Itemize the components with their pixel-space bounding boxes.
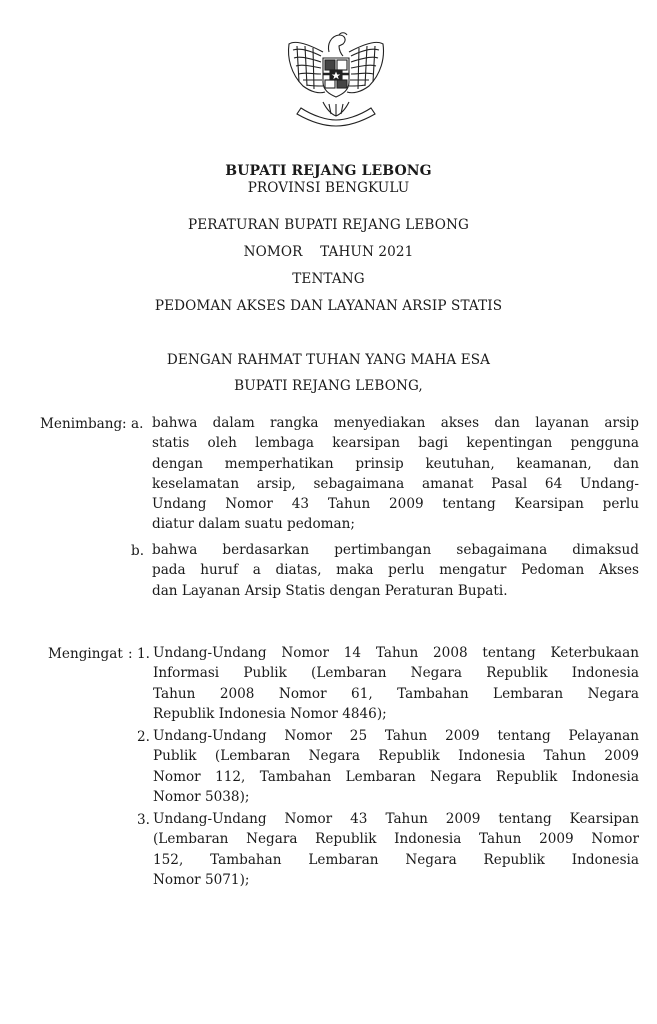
menimbang-item-a bbox=[152, 413, 639, 535]
regent-title: BUPATI REJANG LEBONG, bbox=[234, 378, 423, 394]
text-line: dan Layanan Arsip Statis dengan Peraturan Bupati. bbox=[152, 582, 508, 599]
item-marker: 2. bbox=[137, 729, 150, 745]
regulation-number: NOMOR TAHUN 2021 bbox=[243, 244, 414, 260]
text-line: keselamatan arsip, sebagaimana amanat Pasal 64 Undang- bbox=[152, 475, 639, 492]
text-line: Undang Nomor 43 Tahun 2009 tentang Kearsipan perlu bbox=[152, 496, 639, 513]
item-marker: 3. bbox=[137, 812, 150, 828]
item-marker: a. bbox=[131, 416, 144, 432]
garuda-emblem-icon bbox=[283, 22, 389, 130]
text-line: dengan memperhatikan prinsip keutuhan, keamanan, dan bbox=[152, 455, 639, 472]
text-line: Nomor 5038); bbox=[153, 788, 250, 805]
text-line: Tahun 2008 Nomor 61, Tambahan Lembaran Negara bbox=[153, 685, 639, 702]
item-marker: 1. bbox=[137, 646, 150, 662]
menimbang-item-b bbox=[152, 540, 639, 601]
menimbang-label: Menimbang bbox=[40, 416, 123, 432]
text-line: Informasi Publik (Lembaran Negara Republik Indonesia bbox=[153, 665, 639, 682]
mengingat-item-1 bbox=[153, 643, 639, 724]
text-line: statis oleh lembaga kearsipan bagi kepentingan pengguna bbox=[152, 435, 639, 452]
text-line: diatur dalam suatu pedoman; bbox=[152, 516, 355, 533]
regulation-type: PERATURAN BUPATI REJANG LEBONG bbox=[188, 217, 469, 233]
text-line: pada huruf a diatas, maka perlu mengatur Pedoman Akses bbox=[152, 562, 639, 579]
text-line: bahwa dalam rangka menyediakan akses dan layanan arsip bbox=[152, 415, 639, 431]
text-line: bahwa berdasarkan pertimbangan sebagaimana dimaksud bbox=[152, 542, 639, 558]
issuer-title: BUPATI REJANG LEBONG bbox=[225, 163, 432, 179]
text-line: Republik Indonesia Nomor 4846); bbox=[153, 705, 387, 722]
text-line: Undang-Undang Nomor 14 Tahun 2008 tentang Keterbukaan bbox=[153, 645, 639, 661]
province-name: PROVINSI BENGKULU bbox=[247, 180, 410, 196]
text-line: Undang-Undang Nomor 25 Tahun 2009 tentang Pelayanan bbox=[153, 728, 639, 744]
regulation-subject: PEDOMAN AKSES DAN LAYANAN ARSIP STATIS bbox=[154, 298, 503, 314]
text-line: 152, Tambahan Lembaran Negara Republik Indonesia bbox=[153, 851, 639, 868]
menimbang-colon: : bbox=[122, 416, 127, 432]
text-line: Undang-Undang Nomor 43 Tahun 2009 tentang Kearsipan bbox=[153, 811, 639, 827]
invocation: DENGAN RAHMAT TUHAN YANG MAHA ESA bbox=[166, 352, 491, 368]
text-line: Nomor 5071); bbox=[153, 871, 250, 888]
text-line: Nomor 112, Tambahan Lembaran Negara Republik Indonesia bbox=[153, 768, 639, 785]
mengingat-label: Mengingat bbox=[48, 646, 123, 662]
about-label: TENTANG bbox=[292, 271, 365, 287]
mengingat-item-3 bbox=[153, 809, 639, 890]
mengingat-colon: : bbox=[128, 646, 133, 662]
mengingat-item-2 bbox=[153, 726, 639, 807]
item-marker: b. bbox=[131, 543, 145, 559]
text-line: Publik (Lembaran Negara Republik Indonesia Tahun 2009 bbox=[153, 748, 639, 765]
text-line: (Lembaran Negara Republik Indonesia Tahun 2009 Nomor bbox=[153, 831, 639, 848]
